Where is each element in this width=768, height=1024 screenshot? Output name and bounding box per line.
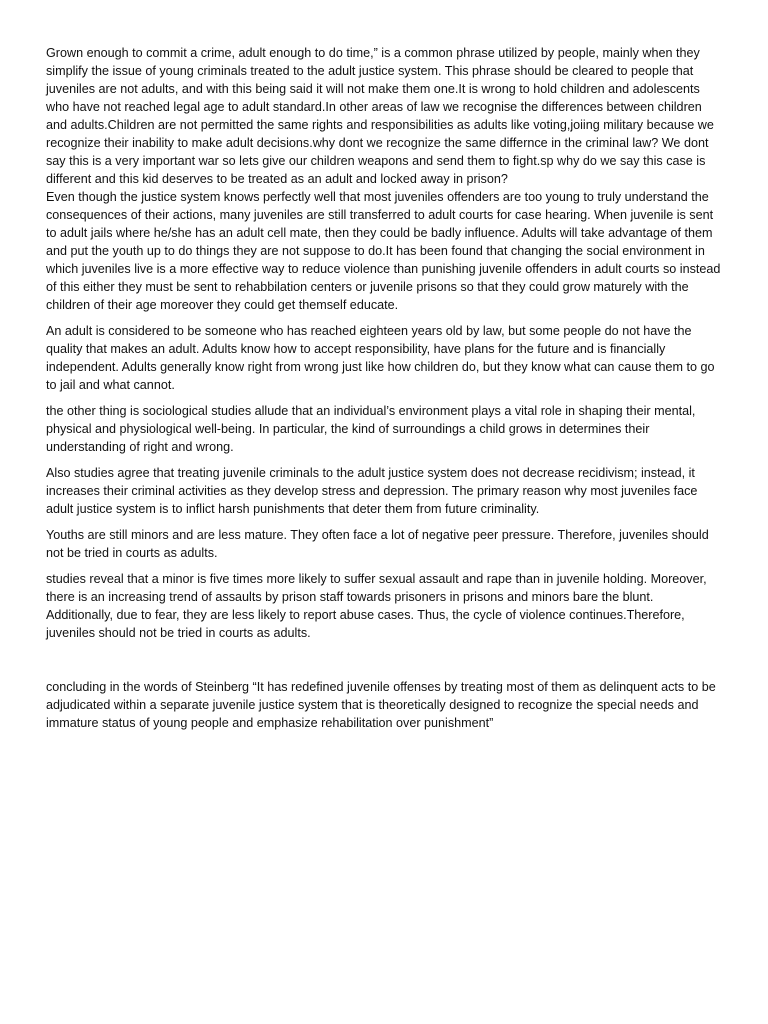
paragraph-conclusion: concluding in the words of Steinberg “It has redefined juvenile offenses by treating most of them as delinquent acts to be adjudicated within a separate juvenile justice system that is theoretically designed to recognize the special needs and immature status of young people and emphasize rehabilitation over punishment” <box>46 680 716 730</box>
paragraph-assault-studies: studies reveal that a minor is five times more likely to suffer sexual assault and rape than in juvenile holding. Moreover, there is an increasing trend of assaults by prison staff towards prisoners in prisons and minors bare the blunt. Additionally, due to fear, they are less likely to report abuse cases. Thus, the cycle of violence continues.Therefore, juveniles should not be tried in courts as adults. <box>46 572 707 640</box>
paragraph-recidivism: Also studies agree that treating juvenile criminals to the adult justice system does not decrease recidivism; instead, it increases their criminal activities as they develop stress and depression. The primary reason why most juveniles face adult justice system is to inflict harsh punishments that deter them from future criminality. <box>46 466 698 516</box>
paragraph-adult-definition: An adult is considered to be someone who has reached eighteen years old by law, but some people do not have the quality that makes an adult. Adults know how to accept responsibility, have plans for the future and is financially independent. Adults generally know right from wrong just like how children do, but they know what can cause them to go to jail and what cannot. <box>46 324 715 392</box>
paragraph-sociological-studies: the other thing is sociological studies allude that an individual’s environment plays a vital role in shaping their mental, physical and physiological well-being. In particular, the kind of surroundings a child grows in determines their understanding of right and wrong. <box>46 404 696 454</box>
paragraph-youth-maturity: Youths are still minors and are less mature. They often face a lot of negative peer pressure. Therefore, juveniles should not be tried in courts as adults. <box>46 528 709 560</box>
paragraph-justice-system: Even though the justice system knows perfectly well that most juveniles offenders are too young to truly understand the consequences of their actions, many juveniles are still transferred to adult courts for case hearing. When juvenile is sent to adult jails where he/she has an adult cell mate, then they could be badly influence. Adults will take advantage of them and put the youth up to do things they are not suppose to do.It has been found that changing the social environment in which juveniles live is a more effective way to reduce violence than punishing juvenile offenders in adult courts so instead of this either they must be sent to rehabbilation centers or juvenile prisons so that they could grow maturely with the children of their age moreover they could get themself educate. <box>46 190 721 312</box>
paragraph-intro: Grown enough to commit a crime, adult enough to do time,” is a common phrase utilized by people, mainly when they simplify the issue of young criminals treated to the adult justice system. This phrase should be cleared to people that juveniles are not adults, and with this being said it will not make them one.It is wrong to hold children and adolescents who have not reached legal age to adult standard.In other areas of law we recognise the differences between children and adults.Children are not permitted the same rights and responsibilities as adults like voting,joiing military because we recognize their inability to make adult decisions.why dont we recognize the same differnce in the criminal law? We dont say this is a very important war so lets give our children weapons and send them to fight.sp why do we say this case is different and this kid deserves to be treated as an adult and locked away in prison? <box>46 46 714 186</box>
